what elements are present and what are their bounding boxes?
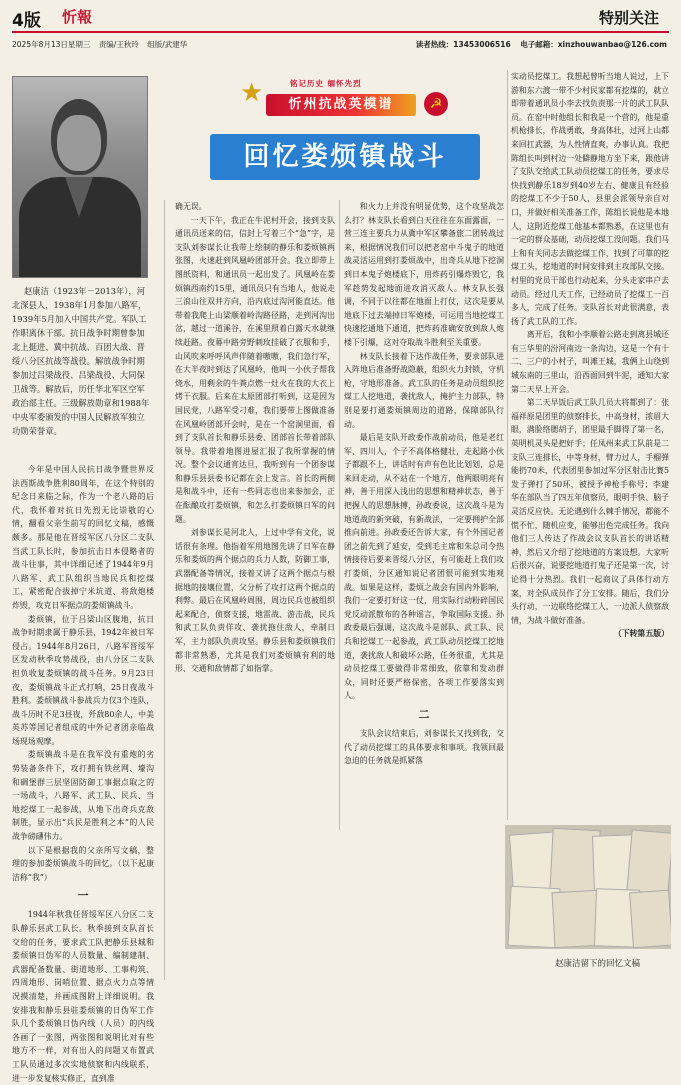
manuscript-photo	[505, 825, 671, 949]
banner-ribbon-text: 忻州抗战英模谱	[288, 97, 394, 112]
column-divider	[164, 200, 165, 980]
paragraph: 一天下午，我正在牛泥村开会，接到支队通讯员送来的信，信封上写着三个“急”字，是支队刘参谋长让我带上绘制的静乐和娄烦镇两张图，火速赶到风凰岭团部开会。我立即带上图纸资料，和通讯员一起出发了。风凰岭在娄烦镇西南约15里，通讯员只有当地人，他说走三浪山往双井方向，沿内底过沟河能直达。他带着我爬上山梁顺着岭沟路径路，走到河沟出岔，越过一道溪谷，在溪里照着白露天水就继续赶路。夜幕中路旁野刺玫挂破了衣服和手，山风吹来呼呼风声伴随着嗷嗷，我们急行军，在大半夜时到达了风凰岭，他叫一小伙子帮我烧水，用剩余的牛粪点燃一灶火在我的大衣上烤干衣服。后来在太原团部打听到，这是因为国民党，八路军受刁难，我们要带上图做准备在风凰岭团部开会时，是在一个窑洞里面，看到了支队首长和静乐县委、团部首长带着部队领导。我带着地图进屋汇报了我所掌握的情况。整个会议通宵达旦，我听到有一个团参谋和静乐县县委书记都在会上发言。首长的两侧是和战斗中，还有一些同志也出来参加会，正在酝酿攻打娄烦镇，和怎么打娄烦镇日军的问题。	[175, 215, 335, 524]
paragraph: 林支队长接着下达作战任务，要求部队进入阵地后准备野战隐蔽，组织火力封锁，守机枪，守地形准备。武工队的任务是动员组织挖煤工人挖地道，袭扰敌人，掩护主力部队，特别是要打通娄烦镇周边的道路，保障部队行动。	[344, 351, 504, 429]
manuscript-page	[626, 829, 671, 894]
paragraph: 实动员挖煤工。我想起曾听当地人说过，上下游和东六渡一带不少村民家都有挖煤的，就立即带着通讯员小李去找负责那一片的武工队队员。在窑中时他组长和我是一个营的，他是重机枪排长，作战勇敢，身高体壮，过河上山都来回扛武器，为人性情直爽，办事认真。我把陈组长叫到村边一处僻静地方坐下来，跟他讲了支队交给武工队动员挖煤工的任务，要求尽快找到静乐18岁到40岁左右、健康且有经验的挖煤工不少于50人，县里会派领导亲自对口，并做好相关准备工作，陈组长说他是本地人，这附近挖煤工他基本都熟悉，在这里也有一定的群众基础，动员挖煤工没问题。我们马上和有关同志去做挖煤工作，找到了可靠的挖煤工头，挖地道的时间安排到主攻部队交接。村里的党员干部也行动起来，分头走家串户去动员。经过几天工作，已经动员了挖煤工一百多人，完成了任务。支队首长对此很满意，表扬了武工队的工作。	[511, 72, 669, 326]
paragraph: 娄烦镇，位于吕梁山区腹地，抗日战争时期隶属于静乐县，1942年被日军侵占。1944年8月26日，八路军晋绥军区发动秋季攻势战役，由八分区二支队担负收复娄烦镇的战斗任务。9月23日夜，娄烦镇战斗正式打响，25日夜战斗胜利。娄烦镇战斗参战兵力仅3个连队，战斗历时不足3昼夜，歼敌80余人，中美英苏等国记者组成的中外记者团亲临战场现场观摩。	[12, 614, 154, 746]
article-column-2	[175, 200, 335, 676]
header-meta	[12, 39, 193, 50]
header-contact	[416, 39, 667, 50]
banner-ribbon	[266, 94, 416, 116]
paragraph: 以下是根据我的父亲所写文稿，整理的参加娄烦镇战斗的回忆。（以下起康洁称“我”）	[12, 845, 154, 882]
star-icon: ★	[240, 78, 264, 108]
portrait-photo	[12, 76, 148, 278]
page-header	[0, 0, 681, 58]
editor: 责编/王秋玲	[98, 40, 139, 49]
paragraph: 娄烦镇战斗是在我军没有重炮的劣势装备条件下，攻打拥有铁丝网、壕沟和碉堡群三层坚固防御工事据点取之的一场战斗，八路军、武工队、民兵、当地挖煤工一起参战，从地下出奇兵克敌制胜，显示出“兵民是胜利之本”的人民战争磅礴伟力。	[12, 750, 154, 842]
email: 电子邮箱：xinzhouwanbao@126.com	[520, 40, 667, 49]
column-divider	[507, 70, 508, 820]
designer: 组版/武建华	[147, 40, 188, 49]
paragraph: 确无误。	[175, 202, 207, 211]
article-column-4	[511, 70, 669, 641]
paragraph: 今年是中国人民抗日战争暨世界反法西斯战争胜利80周年，在这个特别的纪念日来临之际，作为一个老八路的后代，我怀着对抗日先烈无比崇敬的心情，翻看父亲生前写的回忆文稿，感慨颇多。那是他在晋绥军区八分区二支队当武工队长时，参加抗击日本侵略者的战斗往事，其中详细记述了1944年9月八路军、武工队组织当地民兵和挖煤工，紧密配合拔掉宁米坑道、将敌炮楼炸毁，攻克日军据点的娄烦镇战斗。	[12, 465, 154, 610]
manuscript-page	[629, 890, 671, 949]
party-badge-icon: ☭	[424, 92, 448, 116]
section-divider: 二	[418, 707, 430, 721]
section-title: 特别关注	[598, 9, 659, 27]
banner-sub: 铭记历史 缅怀先烈	[290, 79, 362, 88]
paragraph: 离开后，我和小李顺着公路走到离县城还有三华里的汾河南边一条沟边，这是一个有十二、三户的小村子，叫滩王城，我俩上山绕到城东南的三里山，沿西面回到牛泥，通知大家第二天早上开会。	[511, 330, 669, 394]
hotline: 读者热线：13453006516	[415, 40, 511, 49]
article-column-1	[12, 463, 154, 1085]
paragraph: 最后是支队开政委作战前动员，他是老红军、四川人，个子不高体格健壮，走起路小伙子都跟不上，讲话时有声有色比比划划，总是来回走动，从不站在一个地方，他两眼明亮有神，善于用深入浅出的思想和精神状态，善于把握人的思想脉搏，孙政委说，这次战斗是为地道战的新突破，有新战法，一定要拥护全部推向前进。孙政委还告诉大家，有个外国记者团之前先到了延安，受到毛主席和朱总司令热情接待后要来晋绥八分区，有可能赶上我们攻打娄烦，分区通知说记者团很可能到实地观战。如果是这样，娄烦之战会有国内外影响，我们一定要打好这一仗，用实际行动粉碎国民党反动派散布的各种谣言，争取国际支援。孙政委最后强调，这次战斗是部队、武工队、民兵和挖煤工一起参战，武工队动员挖煤工挖地道，袭扰敌人和破坏公路，任务很重，尤其是动员挖煤工要做得非常细致，依靠和发动群众，同时还要严格保密，各项工作要落实到人。	[344, 433, 504, 701]
header-rule	[12, 31, 669, 33]
article-title: 回忆娄烦镇战斗	[210, 134, 480, 180]
paragraph: 和火力上并没有明显优势，这个攻坚战怎么打？林支队长看到白天往往在东面露面，一营三连主要兵力从冀中军区攀备旅二团转战过来，根据情况我们可以把老窑中斗鬼子的地道战灵活运用到打娄烦战中，出奇兵从地下挖洞到日本鬼子炮楼底下，用炸药引爆炸毁它，我军趁势发起地面进攻消灭敌人。林支队长强调，不同于以往都在地面上打仗，这次是要从地底下过去端掉日军炮楼，可运用当地挖煤工快速挖通地下通道，把炸药准确安放到敌人炮楼下引爆，这对夺取战斗胜利至关重要。	[344, 202, 504, 347]
continued-note: （下转第五版）	[613, 629, 669, 639]
column-divider	[339, 200, 340, 830]
paragraph: 刘参谋长是河北人，上过中学有文化，说话很有条理。他指着军用地图先讲了日军在静乐和娄烦的两个据点的兵力人数，防御工事，武器配备等情况，接着又讲了这两个据点与根据地的接壤位置，父分析了攻打这两个据点的利弊。最后在风凰岭周围，周边民兵也被组织起来配合，侦察支援，地雷战、游击战，民兵和武工队负责佯攻、袭扰拖住敌人，牵制日军，主力部队负责攻坚。静乐县和娄烦镇我们都非常熟悉，尤其是我们对娄烦镇有利的地形、交通和敌情都了如指掌。	[175, 528, 335, 674]
portrait-face	[57, 115, 101, 171]
series-banner	[232, 72, 442, 124]
paragraph: 第二天早饭后武工队几员大将都到了：张福祥原是团里的侦察排长，中高身材，浓眉大眼，满脸络腮胡子，团里最手脚得了第一名，英明机灵头是把好手；任凤州来武工队前是二支队三连排长，中等身材，臂力过人，手榴弹能扔70米，代表团里参加过军分区射击比赛5发子弹打了50环，被授予神枪手称号；李建华在部队当了四五年侦察员，眼明手快、脑子灵活反应快。无论遇到什么棘手情况，都能不慌不忙，随机应变，能够出色完成任务。我向他们三人传达了作战会议支队首长的讲话精神，然后又介绍了挖地道的方案设想。大家听后很兴奋，说要挖地道打鬼子还是第一次，讨论得十分热烈。我们一起商议了具体行动方案，对全队成员作了分工安排。随后，我们分头行动，一边联络挖煤工人，一边派人侦察敌情，为战斗做好准备。	[511, 398, 669, 625]
paragraph: 支队会议结束后，刘参谋长又找到我，交代了动员挖煤工的具体要求和事项。我领回最急迫的任务就是抓紧落	[344, 728, 504, 766]
date-line: 2025年8月13日星期三	[12, 40, 91, 49]
page-number: 4版	[12, 11, 41, 31]
section-divider: 一	[77, 889, 89, 903]
paper-logo: 忻報	[62, 8, 93, 26]
portrait-caption: 赵康洁（1923年－2013年），河北深县人，1938年1月参加八路军，1939年5月加入中国共产党。军队工作职离休干部。抗日战争时期曾参加北上挺进、冀中抗战、百团大战、晋绥八分区抗战等战役。解放战争时期参加过吕梁战役、吕梁战役、大同保卫战等。解放后，历任华北军区空军政治部主任。三级解放勋章和1988年中央军委颁发的中国人民解放军独立功勋荣誉章。	[12, 286, 150, 436]
article-column-3	[344, 200, 504, 768]
photo-caption: 赵康洁留下的回忆文稿	[555, 959, 641, 969]
paragraph: 1944年秋我任晋绥军区八分区二支队静乐县武工队长。秋季接到支队首长交给的任务，要求武工队把静乐县城和娄烦镇日伪军的人员数量、编制建制、武器配备数量、街道地形、工事构筑、四周地形、岗哨位置、据点火力点等情况摸清楚，并画成图附上详细说明。我安排我和静乐县驻娄烦镇的日伪军工作队几个娄烦镇日伪内线（人员）的内线各画了一张图，两张图和说明比对有些地方不一样，对有出入的问题又布置武工队员通过多次实地侦察和内线联系，进一步发复核实修正，直到准	[12, 910, 154, 1083]
manuscript-page	[552, 890, 601, 948]
